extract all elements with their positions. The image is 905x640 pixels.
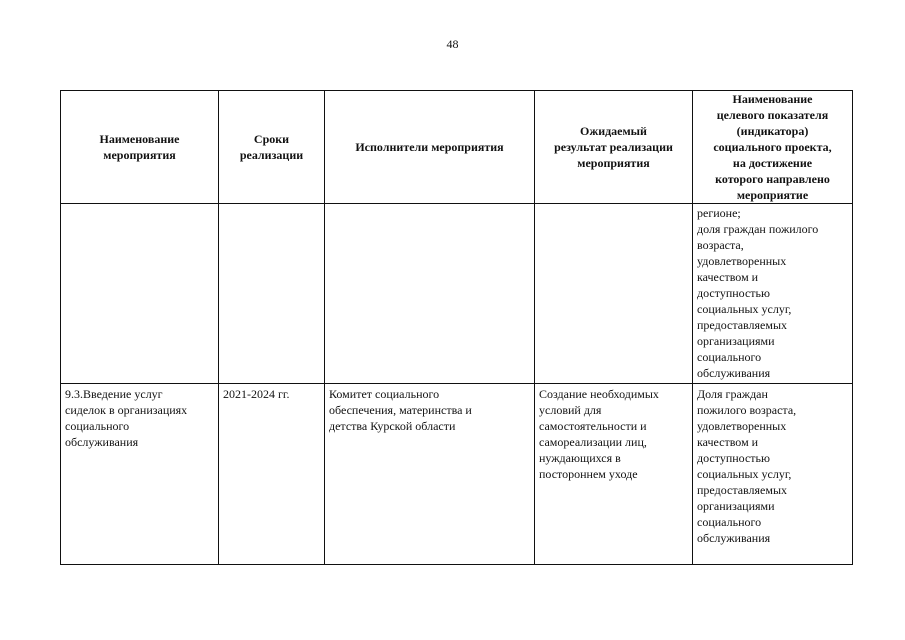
table-row [61,204,853,384]
table-cell [535,204,693,384]
page-number: 48 [446,37,459,51]
table-cell-period: 2021-2024 гг. [219,384,325,565]
table-cell-result: Создание необходимых условий для самостоятельности и самореализации лиц, нуждающихся в постороннем уходе [535,384,693,565]
table-cell-measure-name: 9.3.Введение услуг сиделок в организациях социального обслуживания [61,384,219,565]
table-header-row [61,91,853,204]
table-cell [325,204,535,384]
table-row [61,384,853,565]
header-expected-result: Ожидаемый результат реализации мероприятия [535,91,693,204]
header-implementation-period: Сроки реализации [219,91,325,204]
table-cell-indicator: Доля граждан пожилого возраста, удовлетворенных качеством и доступностью социальных услуг, предоставляемых организациями социального обслуживания [693,384,853,565]
table-cell-executors: Комитет социального обеспечения, материнства и детства Курской области [325,384,535,565]
table-cell-indicator: регионе; доля граждан пожилого возраста, удовлетворенных качеством и доступностью социальных услуг, предоставляемых организациями социального обслуживания [693,204,853,384]
header-target-indicator: Наименование целевого показателя (индикатора) социального проекта, на достижение которого направлено мероприятие [693,91,853,204]
table-cell [219,204,325,384]
header-executors: Исполнители мероприятия [325,91,535,204]
header-measure-name: Наименование мероприятия [61,91,219,204]
table-cell [61,204,219,384]
measures-table [60,90,853,565]
